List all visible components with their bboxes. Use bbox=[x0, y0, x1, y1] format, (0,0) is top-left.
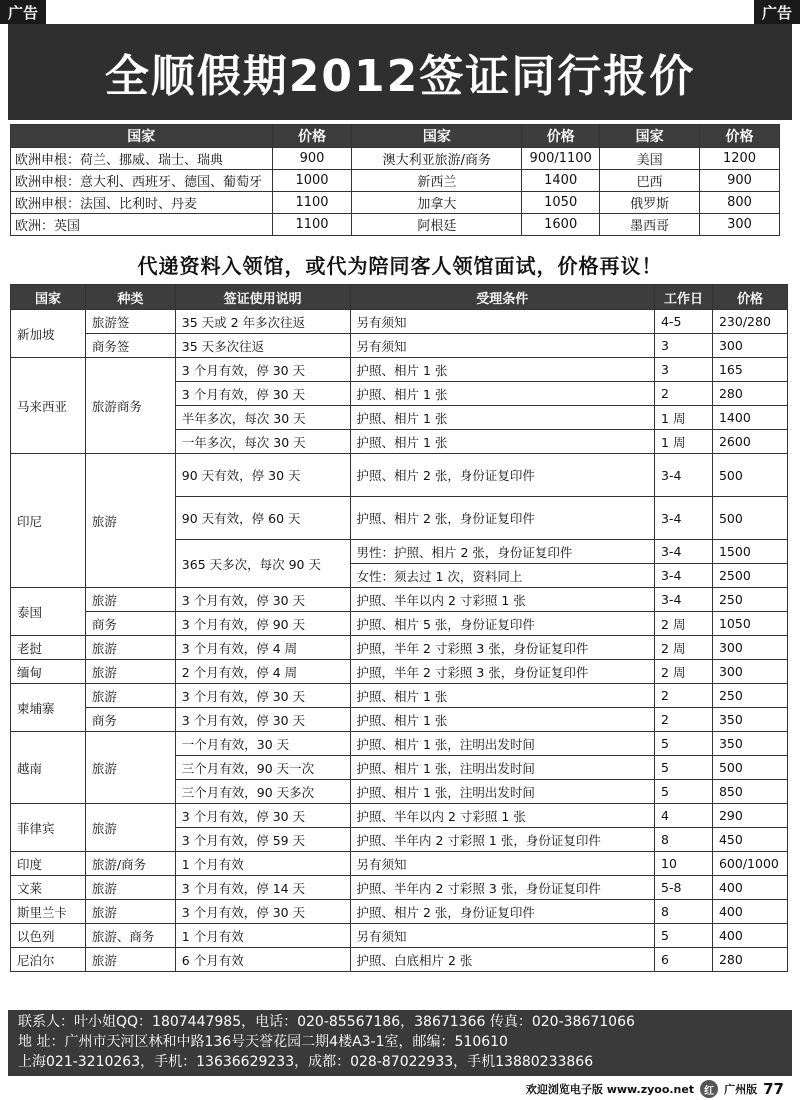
type-cell: 旅游 bbox=[85, 636, 175, 660]
workdays-cell: 5 bbox=[655, 732, 713, 756]
column-header: 价格 bbox=[272, 125, 352, 148]
description-cell: 35 天多次往返 bbox=[175, 334, 350, 358]
description-cell: 三个月有效，90 天多次 bbox=[175, 780, 350, 804]
condition-cell: 护照、相片 1 张 bbox=[350, 684, 655, 708]
table-cell: 1050 bbox=[522, 192, 600, 214]
table-cell: 900/1100 bbox=[522, 148, 600, 170]
column-header: 国家 bbox=[600, 125, 700, 148]
price-cell: 300 bbox=[712, 660, 787, 684]
description-cell: 1 个月有效 bbox=[175, 924, 350, 948]
workdays-cell: 3-4 bbox=[655, 540, 713, 564]
table-cell: 1600 bbox=[522, 214, 600, 236]
condition-cell: 护照、相片 1 张 bbox=[350, 430, 655, 454]
table-cell: 欧洲申根：荷兰、挪威、瑞士、瑞典 bbox=[11, 148, 273, 170]
workdays-cell: 5 bbox=[655, 756, 713, 780]
table-cell: 300 bbox=[700, 214, 780, 236]
condition-cell: 护照、半年以内 2 寸彩照 1 张 bbox=[350, 588, 655, 612]
table-row bbox=[11, 358, 788, 382]
price-cell: 400 bbox=[712, 876, 787, 900]
table-cell: 900 bbox=[272, 148, 352, 170]
table-cell: 900 bbox=[700, 170, 780, 192]
column-header: 签证使用说明 bbox=[175, 285, 350, 310]
type-cell: 旅游 bbox=[85, 588, 175, 612]
contact-footer bbox=[8, 1010, 792, 1076]
type-cell: 旅游签 bbox=[85, 310, 175, 334]
description-cell: 1 个月有效 bbox=[175, 852, 350, 876]
price-cell: 250 bbox=[712, 588, 787, 612]
workdays-cell: 3-4 bbox=[655, 564, 713, 588]
workdays-cell: 2 bbox=[655, 708, 713, 732]
workdays-cell: 5 bbox=[655, 924, 713, 948]
condition-cell: 护照、相片 1 张，注明出发时间 bbox=[350, 732, 655, 756]
condition-cell: 男性：护照、相片 2 张，身份证复印件 bbox=[350, 540, 655, 564]
workdays-cell: 3 bbox=[655, 334, 713, 358]
country-cell: 缅甸 bbox=[11, 660, 86, 684]
table-cell: 1400 bbox=[522, 170, 600, 192]
price-cell: 1050 bbox=[712, 612, 787, 636]
column-header: 工作日 bbox=[655, 285, 713, 310]
description-cell: 90 天有效，停 30 天 bbox=[175, 454, 350, 497]
column-header: 国家 bbox=[11, 285, 86, 310]
description-cell: 一年多次，每次 30 天 bbox=[175, 430, 350, 454]
price-cell: 400 bbox=[712, 924, 787, 948]
price-cell: 280 bbox=[712, 948, 787, 972]
type-cell: 旅游 bbox=[85, 804, 175, 852]
table-cell: 1100 bbox=[272, 214, 352, 236]
table-row bbox=[11, 588, 788, 612]
workdays-cell: 2 周 bbox=[655, 636, 713, 660]
description-cell: 3 个月有效，停 90 天 bbox=[175, 612, 350, 636]
table-row bbox=[11, 334, 788, 358]
contact-line: 联系人：叶小姐QQ：1807447985，电话：020-85567186，38671366 传真：020-38671066 bbox=[18, 1014, 635, 1030]
workdays-cell: 6 bbox=[655, 948, 713, 972]
table-row bbox=[11, 192, 780, 214]
condition-cell: 另有须知 bbox=[350, 310, 655, 334]
condition-cell: 护照、相片 1 张 bbox=[350, 708, 655, 732]
table-row bbox=[11, 876, 788, 900]
price-cell: 300 bbox=[712, 636, 787, 660]
condition-cell: 护照、相片 5 张，身份证复印件 bbox=[350, 612, 655, 636]
price-cell: 165 bbox=[712, 358, 787, 382]
country-cell: 新加坡 bbox=[11, 310, 86, 358]
price-cell: 350 bbox=[712, 732, 787, 756]
table-row bbox=[11, 636, 788, 660]
price-cell: 230/280 bbox=[712, 310, 787, 334]
description-cell: 2 个月有效，停 4 周 bbox=[175, 660, 350, 684]
table-row bbox=[11, 148, 780, 170]
description-cell: 365 天多次，每次 90 天 bbox=[175, 540, 350, 588]
workdays-cell: 1 周 bbox=[655, 406, 713, 430]
condition-cell: 护照、相片 2 张，身份证复印件 bbox=[350, 454, 655, 497]
table-cell: 墨西哥 bbox=[600, 214, 700, 236]
description-cell: 3 个月有效，停 59 天 bbox=[175, 828, 350, 852]
condition-cell: 护照、相片 1 张，注明出发时间 bbox=[350, 780, 655, 804]
country-cell: 柬埔寨 bbox=[11, 684, 86, 732]
country-cell: 越南 bbox=[11, 732, 86, 804]
type-cell: 商务 bbox=[85, 708, 175, 732]
workdays-cell: 3-4 bbox=[655, 588, 713, 612]
column-header: 种类 bbox=[85, 285, 175, 310]
type-cell: 旅游 bbox=[85, 732, 175, 804]
visa-table bbox=[10, 284, 788, 972]
table-row bbox=[11, 310, 788, 334]
table-row bbox=[11, 214, 780, 236]
table-cell: 欧洲：英国 bbox=[11, 214, 273, 236]
description-cell: 三个月有效，90 天一次 bbox=[175, 756, 350, 780]
workdays-cell: 2 bbox=[655, 382, 713, 406]
price-cell: 1500 bbox=[712, 540, 787, 564]
description-cell: 3 个月有效，停 4 周 bbox=[175, 636, 350, 660]
price-cell: 2500 bbox=[712, 564, 787, 588]
description-cell: 3 个月有效，停 30 天 bbox=[175, 804, 350, 828]
table-cell: 800 bbox=[700, 192, 780, 214]
price-cell: 500 bbox=[712, 454, 787, 497]
type-cell: 旅游商务 bbox=[85, 358, 175, 454]
page-number: 77 bbox=[763, 1080, 784, 1098]
column-header: 价格 bbox=[700, 125, 780, 148]
country-cell: 印度 bbox=[11, 852, 86, 876]
price-cell: 500 bbox=[712, 756, 787, 780]
table-cell: 阿根廷 bbox=[352, 214, 522, 236]
notice-line: 代递资料入领馆，或代为陪同客人领馆面试，价格再议！ bbox=[137, 254, 663, 278]
title-banner bbox=[8, 24, 792, 120]
price-cell: 350 bbox=[712, 708, 787, 732]
table-row bbox=[11, 612, 788, 636]
address-line: 地 址：广州市天河区林和中路136号天誉花园二期4楼A3-1室，邮编：510610 bbox=[18, 1034, 508, 1050]
condition-cell: 护照、相片 1 张 bbox=[350, 406, 655, 430]
workdays-cell: 5 bbox=[655, 780, 713, 804]
workdays-cell: 3-4 bbox=[655, 454, 713, 497]
country-cell: 印尼 bbox=[11, 454, 86, 588]
description-cell: 半年多次，每次 30 天 bbox=[175, 406, 350, 430]
type-cell: 商务签 bbox=[85, 334, 175, 358]
country-cell: 老挝 bbox=[11, 636, 86, 660]
condition-cell: 护照、相片 2 张，身份证复印件 bbox=[350, 497, 655, 540]
workdays-cell: 2 周 bbox=[655, 612, 713, 636]
table-cell: 巴西 bbox=[600, 170, 700, 192]
country-cell: 马来西亚 bbox=[11, 358, 86, 454]
workdays-cell: 3 bbox=[655, 358, 713, 382]
price-cell: 400 bbox=[712, 900, 787, 924]
description-cell: 3 个月有效，停 30 天 bbox=[175, 708, 350, 732]
condition-cell: 护照、半年内 2 寸彩照 1 张，身份证复印件 bbox=[350, 828, 655, 852]
condition-cell: 护照、相片 1 张 bbox=[350, 382, 655, 406]
condition-cell: 护照、白底相片 2 张 bbox=[350, 948, 655, 972]
description-cell: 3 个月有效，停 30 天 bbox=[175, 382, 350, 406]
type-cell: 旅游、商务 bbox=[85, 924, 175, 948]
table-row bbox=[11, 684, 788, 708]
description-cell: 3 个月有效，停 14 天 bbox=[175, 876, 350, 900]
description-cell: 3 个月有效，停 30 天 bbox=[175, 684, 350, 708]
table-cell: 欧洲申根：意大利、西班牙、德国、葡萄牙 bbox=[11, 170, 273, 192]
country-cell: 泰国 bbox=[11, 588, 86, 636]
country-cell: 文莱 bbox=[11, 876, 86, 900]
table-cell: 美国 bbox=[600, 148, 700, 170]
condition-cell: 护照、相片 1 张，注明出发时间 bbox=[350, 756, 655, 780]
workdays-cell: 2 周 bbox=[655, 660, 713, 684]
site-text: 欢迎浏览电子版 www.zyoo.net bbox=[525, 1083, 695, 1096]
condition-cell: 另有须知 bbox=[350, 334, 655, 358]
column-header: 国家 bbox=[352, 125, 522, 148]
condition-cell: 护照、相片 1 张 bbox=[350, 358, 655, 382]
price-cell: 500 bbox=[712, 497, 787, 540]
workdays-cell: 4 bbox=[655, 804, 713, 828]
column-header: 价格 bbox=[712, 285, 787, 310]
workdays-cell: 8 bbox=[655, 900, 713, 924]
table-cell: 俄罗斯 bbox=[600, 192, 700, 214]
description-cell: 3 个月有效，停 30 天 bbox=[175, 900, 350, 924]
condition-cell: 护照，半年 2 寸彩照 3 张，身份证复印件 bbox=[350, 636, 655, 660]
type-cell: 旅游 bbox=[85, 454, 175, 588]
table-row bbox=[11, 732, 788, 756]
condition-cell: 女性：须去过 1 次，资料同上 bbox=[350, 564, 655, 588]
price-cell: 850 bbox=[712, 780, 787, 804]
description-cell: 3 个月有效，停 30 天 bbox=[175, 358, 350, 382]
country-cell: 尼泊尔 bbox=[11, 948, 86, 972]
description-cell: 35 天或 2 年多次往返 bbox=[175, 310, 350, 334]
description-cell: 3 个月有效，停 30 天 bbox=[175, 588, 350, 612]
column-header: 价格 bbox=[522, 125, 600, 148]
type-cell: 商务 bbox=[85, 612, 175, 636]
table-row bbox=[11, 454, 788, 497]
table-cell: 加拿大 bbox=[352, 192, 522, 214]
table-row bbox=[11, 660, 788, 684]
table-row bbox=[11, 900, 788, 924]
region-price-header bbox=[11, 125, 780, 148]
condition-cell: 护照，半年 2 寸彩照 3 张，身份证复印件 bbox=[350, 660, 655, 684]
table-cell: 澳大利亚旅游/商务 bbox=[352, 148, 522, 170]
table-cell: 1000 bbox=[272, 170, 352, 192]
table-row bbox=[11, 708, 788, 732]
type-cell: 旅游 bbox=[85, 684, 175, 708]
condition-cell: 另有须知 bbox=[350, 924, 655, 948]
ad-tag-right: 广告 bbox=[754, 0, 800, 24]
table-row bbox=[11, 948, 788, 972]
price-cell: 290 bbox=[712, 804, 787, 828]
type-cell: 旅游 bbox=[85, 948, 175, 972]
workdays-cell: 5-8 bbox=[655, 876, 713, 900]
logo-icon: 红 bbox=[700, 1080, 718, 1098]
condition-cell: 护照、半年以内 2 寸彩照 1 张 bbox=[350, 804, 655, 828]
type-cell: 旅游 bbox=[85, 660, 175, 684]
table-cell: 1100 bbox=[272, 192, 352, 214]
table-row bbox=[11, 804, 788, 828]
description-cell: 90 天有效，停 60 天 bbox=[175, 497, 350, 540]
price-cell: 1400 bbox=[712, 406, 787, 430]
visa-table-header bbox=[11, 285, 788, 310]
edition-text: 广州版 bbox=[724, 1083, 758, 1096]
workdays-cell: 3-4 bbox=[655, 497, 713, 540]
price-cell: 250 bbox=[712, 684, 787, 708]
table-cell: 1200 bbox=[700, 148, 780, 170]
condition-cell: 另有须知 bbox=[350, 852, 655, 876]
table-row bbox=[11, 170, 780, 192]
table-row bbox=[11, 852, 788, 876]
price-cell: 280 bbox=[712, 382, 787, 406]
workdays-cell: 2 bbox=[655, 684, 713, 708]
column-header: 国家 bbox=[11, 125, 273, 148]
description-cell: 一个月有效，30 天 bbox=[175, 732, 350, 756]
workdays-cell: 8 bbox=[655, 828, 713, 852]
price-cell: 450 bbox=[712, 828, 787, 852]
type-cell: 旅游 bbox=[85, 900, 175, 924]
workdays-cell: 4-5 bbox=[655, 310, 713, 334]
table-cell: 欧洲申根：法国、比利时、丹麦 bbox=[11, 192, 273, 214]
page-title: 全顺假期2012签证同行报价 bbox=[104, 51, 696, 102]
country-cell: 菲律宾 bbox=[11, 804, 86, 852]
ad-tag-left: 广告 bbox=[0, 0, 46, 24]
workdays-cell: 10 bbox=[655, 852, 713, 876]
description-cell: 6 个月有效 bbox=[175, 948, 350, 972]
table-cell: 新西兰 bbox=[352, 170, 522, 192]
region-price-table bbox=[10, 124, 780, 236]
condition-cell: 护照、相片 2 张，身份证复印件 bbox=[350, 900, 655, 924]
page-footer bbox=[526, 1080, 784, 1098]
price-cell: 2600 bbox=[712, 430, 787, 454]
price-cell: 300 bbox=[712, 334, 787, 358]
workdays-cell: 1 周 bbox=[655, 430, 713, 454]
condition-cell: 护照、半年内 2 寸彩照 3 张，身份证复印件 bbox=[350, 876, 655, 900]
type-cell: 旅游 bbox=[85, 876, 175, 900]
table-row bbox=[11, 924, 788, 948]
branch-line: 上海021-3210263，手机：13636629233，成都：028-87022933，手机13880233866 bbox=[18, 1054, 594, 1070]
column-header: 受理条件 bbox=[350, 285, 655, 310]
price-cell: 600/1000 bbox=[712, 852, 787, 876]
country-cell: 斯里兰卡 bbox=[11, 900, 86, 924]
type-cell: 旅游/商务 bbox=[85, 852, 175, 876]
country-cell: 以色列 bbox=[11, 924, 86, 948]
